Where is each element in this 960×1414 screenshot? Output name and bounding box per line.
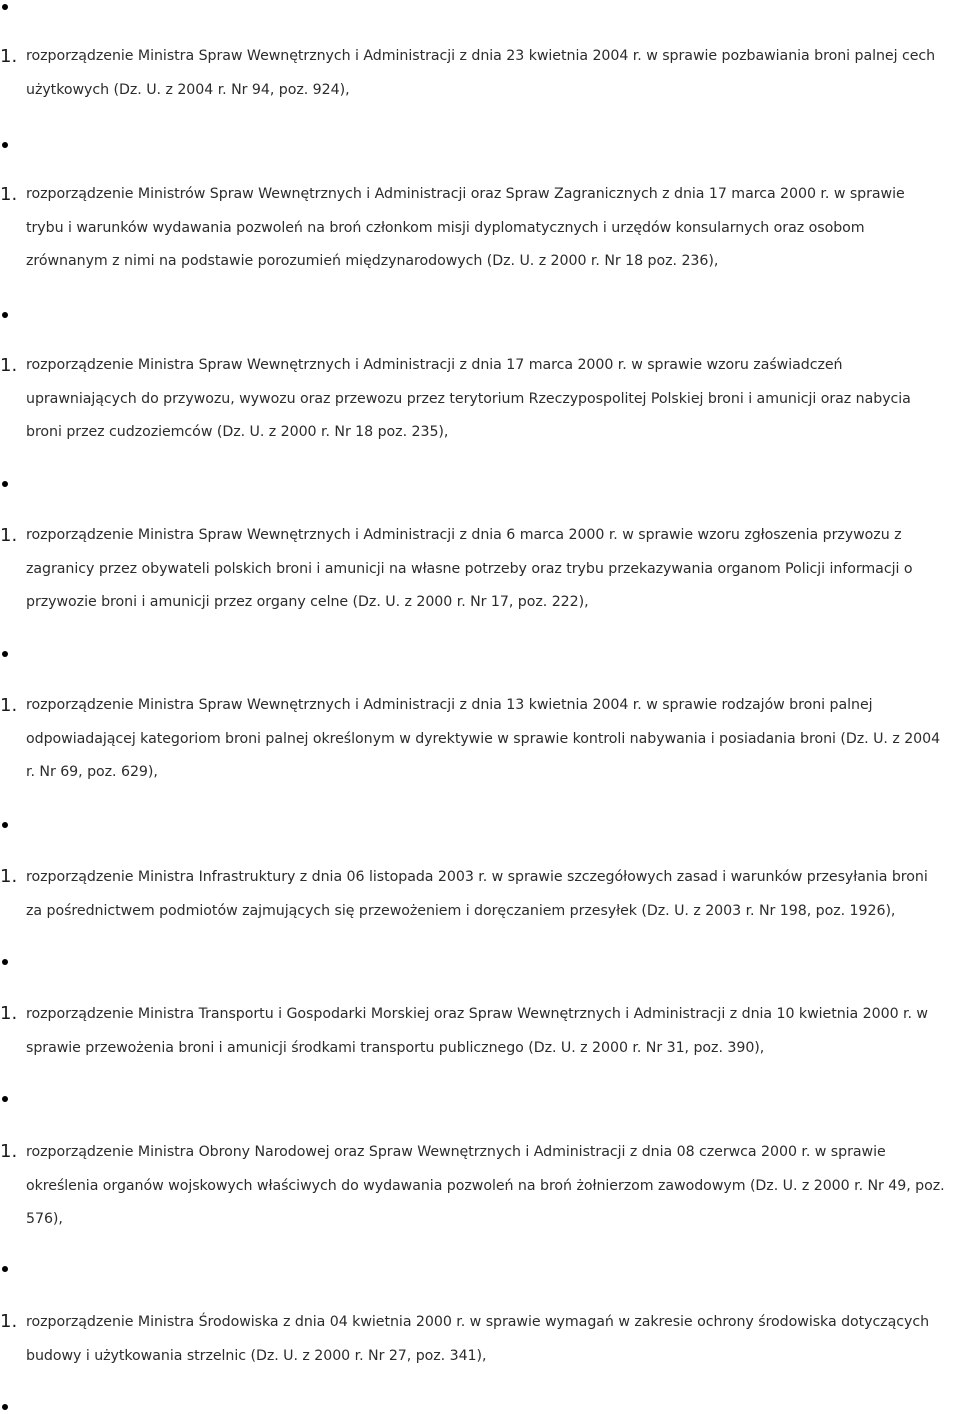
list-number: 1. [0,355,18,376]
list-number: 1. [0,525,18,546]
list-bullet [2,4,8,10]
list-item-text [26,1136,958,1237]
list-bullet [2,1096,8,1102]
list-bullet [2,1404,8,1410]
text-line: sprawie przewożenia broni i amunicji środkami transportu publicznego (Dz. U. z 2000 r. Nr 31, poz. 390), [26,1039,765,1056]
list-item-text [26,349,958,450]
list-bullet [2,651,8,657]
text-line: budowy i użytkowania strzelnic (Dz. U. z 2000 r. Nr 27, poz. 341), [26,1347,487,1364]
list-item-text [26,40,958,107]
list-number: 1. [0,1003,18,1024]
list-bullet [2,1266,8,1272]
text-line: rozporządzenie Ministra Spraw Wewnętrznych i Administracji z dnia 6 marca 2000 r. w sprawie wzoru zgłoszenia przywozu z [26,527,902,543]
text-line: trybu i warunków wydawania pozwoleń na broń członkom misji dyplomatycznych i urzędów konsularnych oraz osobom [26,219,865,236]
list-bullet [2,959,8,965]
text-line: uprawniających do przywozu, wywozu oraz przewozu przez terytorium Rzeczypospolitej Polskiej broni i amunicji oraz nabycia [26,390,911,407]
list-number: 1. [0,184,18,205]
list-number: 1. [0,46,18,67]
list-bullet [2,822,8,828]
text-line: rozporządzenie Ministra Infrastruktury z dnia 06 listopada 2003 r. w sprawie szczegółowych zasad i warunków przesyłania broni [26,869,928,885]
text-line: rozporządzenie Ministrów Spraw Wewnętrznych i Administracji oraz Spraw Zagranicznych z dnia 17 marca 2000 r. w sprawie [26,186,905,202]
list-number: 1. [0,866,18,887]
text-line: rozporządzenie Ministra Spraw Wewnętrznych i Administracji z dnia 17 marca 2000 r. w sprawie wzoru zaświadczeń [26,357,843,373]
text-line: r. Nr 69, poz. 629), [26,764,158,780]
text-line: zrównanym z nimi na podstawie porozumień międzynarodowych (Dz. U. z 2000 r. Nr 18 poz. 236), [26,253,719,269]
text-line: za pośrednictwem podmiotów zajmujących się przewożeniem i doręczaniem przesyłek (Dz. U. z 2003 r. Nr 198, poz. 1926), [26,902,896,919]
text-line: zagranicy przez obywateli polskich broni i amunicji na własne potrzeby oraz trybu przekazywania organom Policji informacji o [26,560,913,577]
text-line: rozporządzenie Ministra Obrony Narodowej oraz Spraw Wewnętrznych i Administracji z dnia 08 czerwca 2000 r. w sprawie [26,1144,886,1160]
list-item-text [26,178,958,279]
list-item-text [26,689,958,790]
text-line: 576), [26,1211,63,1227]
text-line: rozporządzenie Ministra Spraw Wewnętrznych i Administracji z dnia 13 kwietnia 2004 r. w sprawie rodzajów broni palnej [26,697,873,713]
text-line: odpowiadającej kategoriom broni palnej określonym w dyrektywie w sprawie kontroli nabywania i posiadania broni (Dz. U. z 2004 [26,730,941,747]
list-number: 1. [0,695,18,716]
list-number: 1. [0,1311,18,1332]
text-line: rozporządzenie Ministra Środowiska z dnia 04 kwietnia 2000 r. w sprawie wymagań w zakresie ochrony środowiska dotyczących [26,1314,930,1330]
list-bullet [2,481,8,487]
list-bullet [2,142,8,148]
list-item-text [26,1306,958,1373]
text-line: przywozie broni i amunicji przez organy celne (Dz. U. z 2000 r. Nr 17, poz. 222), [26,594,589,610]
list-item-text [26,998,958,1065]
text-line: rozporządzenie Ministra Spraw Wewnętrznych i Administracji z dnia 23 kwietnia 2004 r. w sprawie pozbawiania broni palnej cech [26,48,936,64]
list-item-text [26,519,958,620]
list-item-text [26,861,958,928]
text-line: określenia organów wojskowych właściwych do wydawania pozwoleń na broń żołnierzom zawodowym (Dz. U. z 2000 r. Nr 49, poz. [26,1177,945,1194]
list-bullet [2,312,8,318]
text-line: broni przez cudzoziemców (Dz. U. z 2000 r. Nr 18 poz. 235), [26,424,449,440]
text-line: rozporządzenie Ministra Transportu i Gospodarki Morskiej oraz Spraw Wewnętrznych i Administracji z dnia 10 kwietnia 2000 r. w [26,1006,928,1022]
list-number: 1. [0,1141,18,1162]
text-line: użytkowych (Dz. U. z 2004 r. Nr 94, poz. 924), [26,81,350,98]
